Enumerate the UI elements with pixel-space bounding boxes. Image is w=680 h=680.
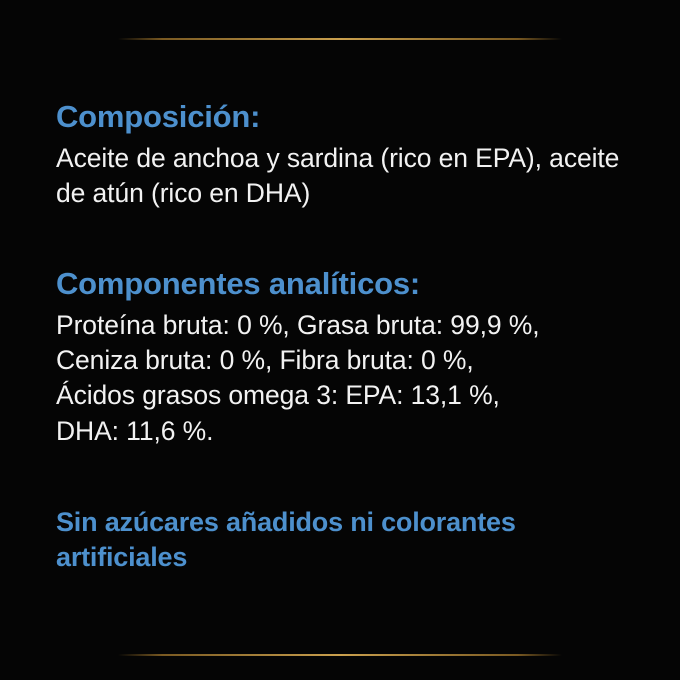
- label-content: [56, 100, 636, 575]
- analytical-components-section: [56, 267, 636, 449]
- composition-text: Aceite de anchoa y sardina (rico en EPA), aceite de atún (rico en DHA): [56, 142, 620, 208]
- claim-section: [56, 505, 636, 575]
- composition-section: [56, 100, 636, 211]
- analytical-line-1: Proteína bruta: 0 %, Grasa bruta: 99,9 %,: [56, 309, 540, 340]
- gold-divider-bottom: [118, 654, 562, 656]
- analytical-line-4: DHA: 11,6 %.: [56, 415, 214, 446]
- analytical-line-3: Ácidos grasos omega 3: EPA: 13,1 %,: [56, 380, 500, 411]
- composition-heading: Composición:: [56, 99, 261, 134]
- analytical-line-2: Ceniza bruta: 0 %, Fibra bruta: 0 %,: [56, 345, 474, 376]
- gold-divider-top: [118, 38, 562, 40]
- analytical-components-heading: Componentes analíticos:: [56, 266, 421, 302]
- no-added-sugar-claim: Sin azúcares añadidos ni colorantes artificiales: [56, 506, 516, 572]
